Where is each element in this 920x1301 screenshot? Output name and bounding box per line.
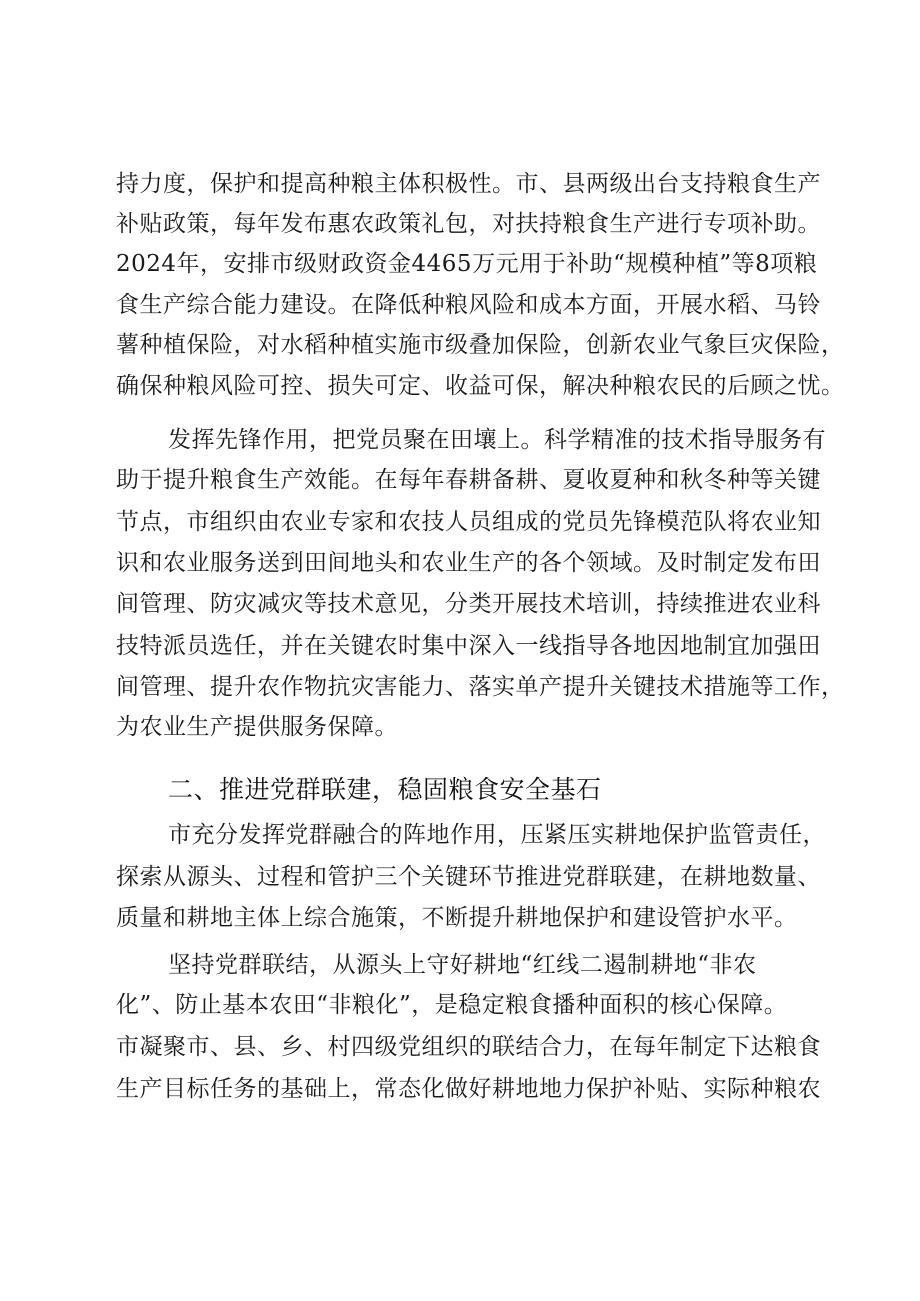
text-line: 市凝聚市、县、乡、村四级党组织的联结合力，在每年制定下达粮食 bbox=[116, 1034, 821, 1060]
text-line: 2024年，安排市级财政资金4465万元用于补助“规模种植”等8项粮 bbox=[116, 251, 818, 277]
text-line: 补贴政策，每年发布惠农政策礼包，对扶持粮食生产进行专项补助。 bbox=[116, 211, 821, 237]
text-line: 技特派员选任，并在关键农时集中深入一线指导各地因地制宜加强田 bbox=[116, 633, 821, 659]
text-line: 化”、防止基本农田“非粮化”，是稳定粮食播种面积的核心保障。 bbox=[116, 992, 788, 1018]
text-line: 探索从源头、过程和管护三个关键环节推进党群联建，在耕地数量、 bbox=[116, 864, 821, 890]
text-line: 发挥先锋作用，把党员聚在田壤上。科学精准的技术指导服务有 bbox=[168, 427, 826, 453]
text-line: 为农业生产提供服务保障。 bbox=[116, 714, 398, 740]
text-line: 质量和耕地主体上综合施策，不断提升耕地保护和建设管护水平。 bbox=[116, 905, 798, 931]
text-line: 确保种粮风险可控、损失可定、收益可保，解决种粮农民的后顾之忧。 bbox=[116, 373, 845, 399]
text-line: 识和农业服务送到田间地头和农业生产的各个领域。及时制定发布田 bbox=[116, 550, 821, 576]
section-heading: 二、推进党群联建，稳固粮食安全基石 bbox=[168, 775, 602, 804]
text-line: 薯种植保险，对水稻种植实施市级叠加保险，创新农业气象巨灾保险， bbox=[116, 332, 845, 358]
text-line: 市充分发挥党群融合的阵地作用，压紧压实耕地保护监管责任， bbox=[168, 822, 826, 848]
text-line: 间管理、提升农作物抗灾害能力、落实单产提升关键技术措施等工作， bbox=[116, 674, 845, 700]
text-line: 节点，市组织由农业专家和农技人员组成的党员先锋模范队将农业知 bbox=[116, 509, 821, 535]
text-line: 食生产综合能力建设。在降低种粮风险和成本方面，开展水稻、马铃 bbox=[116, 292, 821, 318]
text-line: 坚持党群联结，从源头上守好耕地“红线二遏制耕地“非农 bbox=[168, 952, 757, 978]
text-line: 助于提升粮食生产效能。在每年春耕备耕、夏收夏种和秋冬种等关键 bbox=[116, 467, 821, 493]
text-line: 间管理、防灾减灾等技术意见，分类开展技术培训，持续推进农业科 bbox=[116, 591, 821, 617]
text-line: 持力度，保护和提高种粮主体积极性。市、县两级出台支持粮食生产 bbox=[116, 171, 821, 197]
text-line: 生产目标任务的基础上，常态化做好耕地地力保护补贴、实际种粮农 bbox=[116, 1076, 821, 1102]
